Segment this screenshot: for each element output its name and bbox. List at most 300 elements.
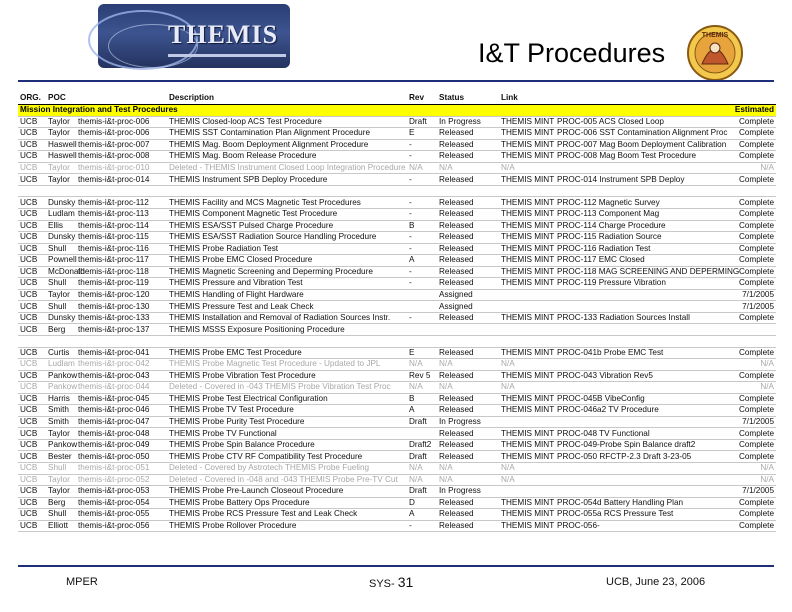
- table-row: [18, 382, 776, 394]
- spacer-cell: [499, 185, 555, 197]
- cell-link-document[interactable]: PROC-048 TV Functional: [555, 428, 715, 440]
- cell-org: UCB: [18, 359, 46, 371]
- cell-poc: Dunsky: [48, 313, 76, 323]
- cell-link-document[interactable]: PROC-014 Instrument SPB Deploy: [555, 174, 715, 186]
- table-row: [18, 162, 776, 174]
- cell-poc: Pownell: [48, 255, 77, 265]
- cell-status: Released: [437, 220, 499, 232]
- cell-org: UCB: [18, 497, 46, 509]
- cell-poc: Berg: [46, 497, 76, 509]
- cell-link-document: [555, 359, 715, 371]
- table-row: [18, 289, 776, 301]
- cell-poc: Dunsky: [48, 232, 76, 242]
- footer-page-num: 31: [397, 574, 414, 590]
- cell-rev: -: [407, 312, 437, 324]
- table-body: [18, 105, 776, 532]
- cell-doc-number: themis-i&t-proc-119: [76, 278, 167, 290]
- cell-status: In Progress: [437, 486, 499, 498]
- cell-doc-number: themis-i&t-proc-045: [76, 393, 167, 405]
- cell-status: In Progress: [437, 416, 499, 428]
- cell-status: Released: [437, 243, 499, 255]
- header-estimated: [715, 93, 776, 105]
- cell-description: THEMIS Magnetic Screening and Deperming Procedure: [167, 266, 407, 278]
- cell-doc-number: themis-i&t-proc-054: [76, 497, 167, 509]
- cell-rev: N/A: [407, 359, 437, 371]
- cell-doc-number: themis-i&t-proc-116: [76, 243, 167, 255]
- cell-status: Released: [437, 439, 499, 451]
- procedures-table: [18, 93, 776, 532]
- table-spacer-row: [18, 185, 776, 197]
- cell-link[interactable]: N/A: [499, 463, 555, 475]
- cell-estimated: Complete: [715, 520, 776, 532]
- cell-rev: -: [407, 278, 437, 290]
- cell-estimated: Complete: [715, 243, 776, 255]
- cell-link[interactable]: THEMIS MINT: [501, 497, 555, 507]
- cell-link[interactable]: THEMIS MINT: [501, 243, 555, 253]
- table-row: [18, 451, 776, 463]
- cell-poc: Taylor: [46, 428, 76, 440]
- cell-description: THEMIS Probe RCS Pressure Test and Leak Check: [167, 509, 407, 521]
- section-label: Mission Integration and Test Procedures: [18, 105, 715, 117]
- cell-estimated: Complete: [715, 232, 776, 244]
- cell-estimated: Complete: [715, 208, 776, 220]
- cell-rev: [407, 324, 437, 336]
- cell-org: UCB: [18, 162, 46, 174]
- cell-status: Released: [437, 370, 499, 382]
- cell-link[interactable]: THEMIS MINT: [501, 197, 555, 207]
- cell-link[interactable]: N/A: [499, 359, 555, 371]
- spacer-cell: [437, 335, 499, 347]
- cell-poc: Taylor: [46, 128, 76, 140]
- cell-link[interactable]: THEMIS MINT: [501, 255, 555, 265]
- cell-link[interactable]: THEMIS MINT: [501, 128, 555, 138]
- cell-doc-number: themis-i&t-proc-043: [76, 370, 167, 382]
- cell-link[interactable]: THEMIS MINT: [501, 313, 555, 323]
- table-row: [18, 486, 776, 498]
- cell-status: Released: [437, 509, 499, 521]
- cell-doc-number: themis-i&t-proc-014: [76, 174, 167, 186]
- cell-status: In Progress: [437, 116, 499, 128]
- mission-badge-icon: [686, 24, 744, 82]
- table-header-row: [18, 93, 776, 105]
- section-row: [18, 105, 776, 117]
- cell-estimated: Complete: [715, 220, 776, 232]
- spacer-cell: [76, 335, 167, 347]
- cell-link-document[interactable]: PROC-055a RCS Pressure Test: [555, 509, 715, 521]
- spacer-cell: [167, 185, 407, 197]
- cell-status: N/A: [437, 382, 499, 394]
- cell-org: UCB: [18, 232, 46, 244]
- cell-link-document[interactable]: PROC-050 RFCTP-2.3 Draft 3-23-05: [555, 451, 715, 463]
- cell-poc: Ludlam: [48, 359, 75, 369]
- cell-doc-number: themis-i&t-proc-112: [76, 197, 167, 209]
- cell-rev: Draft2: [407, 439, 437, 451]
- cell-link-document: [555, 463, 715, 475]
- page-title: I&T Procedures: [478, 38, 666, 68]
- cell-link[interactable]: THEMIS MINT: [501, 347, 555, 357]
- cell-org: UCB: [18, 197, 46, 209]
- cell-status: Released: [437, 128, 499, 140]
- cell-poc: Shull: [46, 278, 76, 290]
- cell-link[interactable]: THEMIS MINT: [501, 451, 555, 461]
- cell-doc-number: themis-i&t-proc-056: [76, 520, 167, 532]
- cell-link-document[interactable]: PROC-133 Radiation Sources Install: [555, 312, 715, 324]
- cell-org: UCB: [18, 289, 46, 301]
- cell-rev: Rev 5: [407, 370, 437, 382]
- cell-status: Released: [437, 232, 499, 244]
- cell-link[interactable]: THEMIS MINT: [501, 266, 555, 276]
- cell-description: THEMIS Probe Rollover Procedure: [167, 520, 407, 532]
- cell-poc: Haswell: [48, 139, 77, 149]
- table-row: [18, 428, 776, 440]
- cell-link-document[interactable]: PROC-117 EMC Closed: [555, 255, 715, 267]
- header-poc: POC: [46, 93, 167, 105]
- cell-poc: Shull: [46, 463, 76, 475]
- cell-status: Assigned: [437, 289, 499, 301]
- cell-link-document[interactable]: PROC-119 Pressure Vibration: [555, 278, 715, 290]
- cell-estimated: Complete: [715, 255, 776, 267]
- cell-link-document[interactable]: PROC-046a2 TV Procedure: [555, 405, 715, 417]
- cell-link-document[interactable]: PROC-049-Probe Spin Balance draft2: [555, 439, 715, 451]
- table-row: [18, 139, 776, 151]
- footer-rule: [18, 565, 774, 567]
- header-rev: Rev: [407, 93, 437, 105]
- cell-rev: -: [407, 151, 437, 163]
- cell-poc: Curtis: [46, 347, 76, 359]
- cell-rev: -: [407, 208, 437, 220]
- cell-org: UCB: [18, 347, 46, 359]
- footer-left: MPER: [66, 576, 98, 588]
- cell-poc: Ludlam: [48, 209, 75, 219]
- cell-description: Deleted - Covered by Astrotech THEMIS Probe Fueling: [167, 463, 407, 475]
- cell-link[interactable]: THEMIS MINT: [501, 116, 555, 126]
- cell-estimated: Complete: [715, 347, 776, 359]
- cell-link-document: [555, 474, 715, 486]
- cell-poc: Harris: [46, 393, 76, 405]
- cell-description: THEMIS SST Contamination Plan Alignment Procedure: [167, 128, 407, 140]
- cell-link[interactable]: THEMIS MINT: [501, 370, 555, 380]
- cell-rev: N/A: [407, 474, 437, 486]
- table-row: [18, 266, 776, 278]
- cell-rev: E: [407, 128, 437, 140]
- header-description: Description: [167, 93, 407, 105]
- cell-status: Released: [437, 174, 499, 186]
- cell-rev: B: [407, 393, 437, 405]
- cell-poc: Shull: [46, 509, 76, 521]
- cell-link[interactable]: N/A: [499, 474, 555, 486]
- cell-link-document[interactable]: PROC-115 Radiation Source: [555, 232, 715, 244]
- cell-doc-number: themis-i&t-proc-130: [76, 301, 167, 313]
- header-link-document: [555, 93, 715, 105]
- cell-org: UCB: [18, 266, 46, 278]
- cell-org: UCB: [18, 174, 46, 186]
- cell-doc-number: themis-i&t-proc-115: [76, 232, 167, 244]
- cell-link-document[interactable]: PROC-007 Mag Boom Deployment Calibration: [557, 139, 727, 149]
- cell-doc-number: themis-i&t-proc-041: [76, 347, 167, 359]
- cell-link[interactable]: THEMIS MINT: [501, 139, 555, 149]
- logo-underline: [168, 54, 286, 57]
- cell-estimated: 7/1/2005: [715, 486, 776, 498]
- cell-doc-number: themis-i&t-proc-114: [76, 220, 167, 232]
- cell-status: N/A: [437, 162, 499, 174]
- cell-link-document: [555, 289, 715, 301]
- cell-link[interactable]: THEMIS MINT: [501, 393, 555, 403]
- cell-rev: -: [407, 232, 437, 244]
- cell-description: THEMIS Probe TV Functional: [167, 428, 407, 440]
- cell-status: Released: [437, 197, 499, 209]
- cell-link[interactable]: THEMIS MINT: [501, 278, 555, 288]
- cell-description: THEMIS Instrument SPB Deploy Procedure: [167, 174, 407, 186]
- cell-status: Released: [437, 139, 499, 151]
- cell-link[interactable]: THEMIS MINT: [501, 209, 555, 219]
- spacer-cell: [18, 335, 46, 347]
- cell-link-document[interactable]: PROC-006 SST Contamination Alignment Proc: [557, 128, 728, 138]
- section-estimated-label: Estimated: [715, 105, 776, 117]
- cell-org: UCB: [18, 520, 46, 532]
- cell-poc: Berg: [46, 324, 76, 336]
- cell-description: THEMIS ESA/SST Radiation Source Handling Procedure: [167, 232, 407, 244]
- cell-poc: Smith: [46, 416, 76, 428]
- table-row: [18, 301, 776, 313]
- cell-doc-number: themis-i&t-proc-006: [76, 128, 167, 140]
- cell-doc-number: themis-i&t-proc-042: [76, 359, 167, 371]
- cell-poc: Dunsky: [48, 197, 76, 207]
- cell-description: THEMIS Handling of Flight Hardware: [167, 289, 407, 301]
- spacer-cell: [46, 335, 76, 347]
- cell-poc: Shull: [46, 243, 76, 255]
- cell-status: Released: [437, 520, 499, 532]
- cell-link: [499, 301, 555, 313]
- cell-rev: E: [407, 347, 437, 359]
- cell-status: Released: [437, 451, 499, 463]
- cell-status: Released: [437, 266, 499, 278]
- cell-estimated: Complete: [715, 151, 776, 163]
- cell-link[interactable]: THEMIS MINT: [501, 509, 555, 519]
- cell-link-document: [555, 382, 715, 394]
- logo-text: THEMIS: [168, 20, 279, 49]
- cell-rev: -: [407, 520, 437, 532]
- cell-status: Released: [437, 393, 499, 405]
- cell-description: THEMIS ESA/SST Pulsed Charge Procedure: [167, 220, 407, 232]
- cell-description: Deleted - Covered in -043 THEMIS Probe Vibration Test Proc: [167, 382, 407, 394]
- cell-org: UCB: [18, 439, 46, 451]
- cell-link[interactable]: THEMIS MINT: [501, 232, 555, 242]
- cell-estimated: N/A: [715, 359, 776, 371]
- cell-org: UCB: [18, 486, 46, 498]
- spacer-cell: [555, 335, 715, 347]
- cell-status: Released: [437, 405, 499, 417]
- cell-org: UCB: [18, 393, 46, 405]
- cell-estimated: Complete: [715, 497, 776, 509]
- cell-rev: Draft: [407, 416, 437, 428]
- cell-description: THEMIS Probe Purity Test Procedure: [167, 416, 407, 428]
- cell-estimated: Complete: [715, 509, 776, 521]
- cell-status: N/A: [437, 463, 499, 475]
- cell-description: THEMIS MSSS Exposure Positioning Procedure: [167, 324, 407, 336]
- cell-status: N/A: [437, 474, 499, 486]
- table-row: [18, 278, 776, 290]
- cell-doc-number: themis-i&t-proc-044: [76, 382, 167, 394]
- cell-estimated: Complete: [715, 197, 776, 209]
- table-spacer-row: [18, 335, 776, 347]
- cell-estimated: Complete: [715, 266, 776, 278]
- cell-description: THEMIS Installation and Removal of Radiation Sources Instr.: [167, 312, 407, 324]
- cell-estimated: Complete: [715, 439, 776, 451]
- badge-text: THEMIS: [701, 32, 729, 39]
- cell-doc-number: themis-i&t-proc-137: [76, 324, 167, 336]
- cell-link-document[interactable]: PROC-008 Mag Boom Test Procedure: [555, 151, 715, 163]
- cell-rev: -: [407, 139, 437, 151]
- table-row: [18, 197, 776, 209]
- header-status: Status: [437, 93, 499, 105]
- cell-description: THEMIS Probe CTV RF Compatibility Test Procedure: [167, 451, 407, 463]
- cell-link-document[interactable]: PROC-043 Vibration Rev5: [555, 370, 715, 382]
- cell-rev: N/A: [407, 162, 437, 174]
- cell-doc-number: themis-i&t-proc-120: [76, 289, 167, 301]
- cell-link[interactable]: THEMIS MINT: [501, 405, 555, 415]
- cell-org: UCB: [18, 451, 46, 463]
- cell-link[interactable]: THEMIS MINT: [501, 220, 555, 230]
- header-rule: [18, 80, 774, 82]
- table-row: [18, 347, 776, 359]
- cell-description: THEMIS Probe Spin Balance Procedure: [167, 439, 407, 451]
- cell-org: UCB: [18, 255, 46, 267]
- spacer-cell: [555, 185, 715, 197]
- cell-status: Released: [437, 255, 499, 267]
- cell-estimated: Complete: [715, 174, 776, 186]
- cell-poc: Smith: [46, 405, 76, 417]
- cell-doc-number: themis-i&t-proc-010: [76, 162, 167, 174]
- spacer-cell: [407, 335, 437, 347]
- cell-org: UCB: [18, 405, 46, 417]
- cell-estimated: Complete: [715, 370, 776, 382]
- cell-link[interactable]: THEMIS MINT: [501, 520, 555, 530]
- cell-org: UCB: [18, 278, 46, 290]
- footer-page-prefix: SYS-: [369, 578, 395, 590]
- table-row: [18, 220, 776, 232]
- cell-description: THEMIS Probe Pre-Launch Closeout Procedure: [167, 486, 407, 498]
- cell-description: THEMIS Probe Vibration Test Procedure: [167, 370, 407, 382]
- cell-org: UCB: [18, 509, 46, 521]
- table-row: [18, 439, 776, 451]
- cell-link-document[interactable]: PROC-116 Radiation Test: [555, 243, 715, 255]
- cell-rev: -: [407, 174, 437, 186]
- cell-description: THEMIS Probe Test Electrical Configuration: [167, 393, 407, 405]
- cell-org: UCB: [18, 139, 46, 151]
- cell-org: UCB: [18, 220, 46, 232]
- table-row: [18, 393, 776, 405]
- cell-doc-number: themis-i&t-proc-113: [76, 208, 167, 220]
- cell-status: Released: [437, 312, 499, 324]
- cell-status: Released: [437, 497, 499, 509]
- cell-estimated: Complete: [715, 405, 776, 417]
- table-row: [18, 243, 776, 255]
- cell-org: UCB: [18, 382, 46, 394]
- spacer-cell: [167, 335, 407, 347]
- header-org: ORG.: [18, 93, 46, 105]
- cell-poc: Taylor: [46, 174, 76, 186]
- cell-link-document[interactable]: PROC-054d Battery Handling Plan: [555, 497, 715, 509]
- spacer-cell: [76, 185, 167, 197]
- header-link: Link: [499, 93, 555, 105]
- cell-poc: Bester: [46, 451, 76, 463]
- cell-description: THEMIS Component Magnetic Test Procedure: [167, 208, 407, 220]
- cell-link: [499, 324, 555, 336]
- spacer-cell: [437, 185, 499, 197]
- cell-rev: -: [407, 266, 437, 278]
- cell-estimated: Complete: [715, 139, 776, 151]
- cell-description: Deleted - THEMIS Instrument Closed Loop Integration Procedure: [169, 162, 406, 172]
- cell-link-document[interactable]: PROC-041b Probe EMC Test: [555, 347, 715, 359]
- cell-poc: Taylor: [46, 486, 76, 498]
- table-row: [18, 405, 776, 417]
- cell-link[interactable]: THEMIS MINT: [501, 428, 555, 438]
- cell-poc: Pankow: [48, 440, 78, 450]
- cell-description: THEMIS Probe EMC Test Procedure: [167, 347, 407, 359]
- cell-link[interactable]: N/A: [499, 382, 555, 394]
- spacer-cell: [46, 185, 76, 197]
- cell-link[interactable]: N/A: [499, 162, 555, 174]
- cell-link-document[interactable]: PROC-056-: [555, 520, 715, 532]
- cell-status: Released: [437, 278, 499, 290]
- footer-page-number: [369, 574, 413, 590]
- cell-poc: Shull: [46, 301, 76, 313]
- cell-estimated: 7/1/2005: [715, 416, 776, 428]
- table-row: [18, 208, 776, 220]
- cell-link-document[interactable]: PROC-114 Charge Procedure: [555, 220, 715, 232]
- cell-rev: [407, 289, 437, 301]
- cell-estimated: N/A: [715, 474, 776, 486]
- cell-link-document[interactable]: PROC-045B VibeConfig: [555, 393, 715, 405]
- cell-link[interactable]: THEMIS MINT: [501, 174, 555, 184]
- cell-doc-number: themis-i&t-proc-055: [76, 509, 167, 521]
- cell-link-document[interactable]: PROC-113 Component Mag: [555, 208, 715, 220]
- cell-link[interactable]: THEMIS MINT: [501, 151, 555, 161]
- cell-status: Released: [437, 208, 499, 220]
- cell-rev: Draft: [407, 486, 437, 498]
- cell-estimated: 7/1/2005: [715, 301, 776, 313]
- cell-org: UCB: [18, 370, 46, 382]
- cell-link-document: [555, 162, 715, 174]
- cell-doc-number: themis-i&t-proc-008: [76, 151, 167, 163]
- cell-rev: N/A: [407, 463, 437, 475]
- spacer-cell: [18, 185, 46, 197]
- cell-estimated: Complete: [715, 312, 776, 324]
- cell-rev: -: [407, 243, 437, 255]
- cell-org: UCB: [18, 151, 46, 163]
- cell-rev: Draft: [407, 116, 437, 128]
- cell-poc: Taylor: [46, 474, 76, 486]
- spacer-cell: [715, 185, 776, 197]
- cell-rev: -: [407, 197, 437, 209]
- cell-org: UCB: [18, 428, 46, 440]
- cell-org: UCB: [18, 128, 46, 140]
- cell-description: THEMIS Closed-loop ACS Test Procedure: [167, 116, 407, 128]
- cell-link-document[interactable]: PROC-112 Magnetic Survey: [555, 197, 715, 209]
- cell-link[interactable]: THEMIS MINT: [501, 440, 555, 450]
- cell-link-document[interactable]: PROC-005 ACS Closed Loop: [555, 116, 715, 128]
- table-row: [18, 232, 776, 244]
- cell-poc: Haswell: [48, 151, 77, 161]
- cell-link: [499, 486, 555, 498]
- cell-org: UCB: [18, 324, 46, 336]
- table-row: [18, 324, 776, 336]
- cell-poc: Pankow: [48, 382, 78, 392]
- cell-estimated: Complete: [715, 451, 776, 463]
- cell-link-document[interactable]: PROC-118 MAG SCREENING AND DEPERMING: [557, 266, 740, 276]
- themis-logo: [98, 4, 290, 68]
- table-row: [18, 174, 776, 186]
